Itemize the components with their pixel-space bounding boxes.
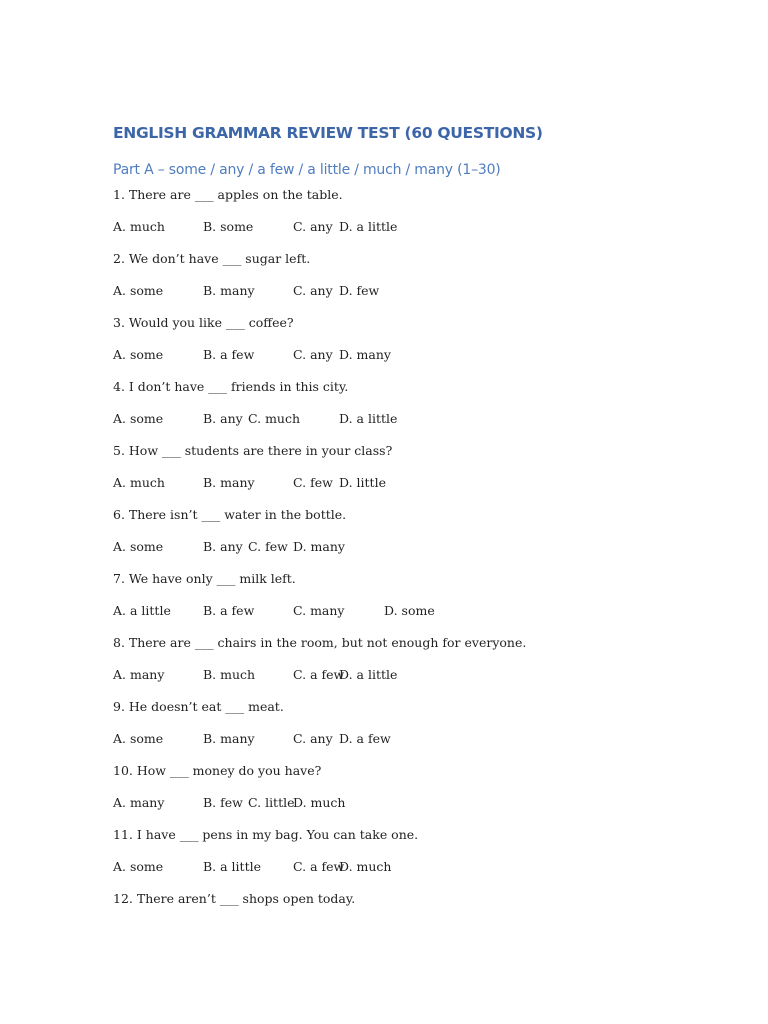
question-text: 10. How ___ money do you have? xyxy=(113,763,322,778)
option-d: D. much xyxy=(293,795,346,810)
option-c: C. few xyxy=(248,539,288,554)
option-d: D. a little xyxy=(339,411,398,426)
option-b: B. a little xyxy=(203,859,261,874)
question-text: 2. We don’t have ___ sugar left. xyxy=(113,251,311,266)
option-b: B. some xyxy=(203,219,254,234)
question-text: 5. How ___ students are there in your class? xyxy=(113,443,393,458)
answer-options xyxy=(113,281,733,313)
option-a: A. some xyxy=(113,539,164,554)
option-a: A. some xyxy=(113,411,164,426)
answer-options xyxy=(113,409,733,441)
answer-options xyxy=(113,601,733,633)
part-a-heading: Part A – some / any / a few / a little / much / many (1–30) xyxy=(113,162,501,178)
option-b: B. a few xyxy=(203,347,255,362)
option-c: C. many xyxy=(293,603,345,618)
option-c: C. any xyxy=(293,347,333,362)
option-a: A. some xyxy=(113,347,164,362)
option-b: B. a few xyxy=(203,603,255,618)
question-text: 12. There aren’t ___ shops open today. xyxy=(113,891,356,906)
question-text: 4. I don’t have ___ friends in this city. xyxy=(113,379,349,394)
option-d: D. many xyxy=(293,539,345,554)
question-text: 1. There are ___ apples on the table. xyxy=(113,187,343,202)
question-list xyxy=(113,185,733,921)
question-text: 8. There are ___ chairs in the room, but not enough for everyone. xyxy=(113,635,527,650)
question-text: 7. We have only ___ milk left. xyxy=(113,571,296,586)
option-a: A. a little xyxy=(113,603,171,618)
option-a: A. many xyxy=(113,795,165,810)
option-d: D. little xyxy=(339,475,386,490)
option-b: B. many xyxy=(203,731,255,746)
option-d: D. a little xyxy=(339,219,398,234)
answer-options xyxy=(113,665,733,697)
answer-options xyxy=(113,857,733,889)
question-text: 9. He doesn’t eat ___ meat. xyxy=(113,699,284,714)
answer-options xyxy=(113,537,733,569)
option-a: A. some xyxy=(113,731,164,746)
option-d: D. many xyxy=(339,347,391,362)
option-c: C. any xyxy=(293,731,333,746)
option-d: D. a few xyxy=(339,731,391,746)
option-c: C. few xyxy=(293,475,333,490)
answer-options xyxy=(113,729,733,761)
option-b: B. few xyxy=(203,795,243,810)
option-b: B. any xyxy=(203,539,243,554)
option-c: C. a few xyxy=(293,667,345,682)
option-b: B. many xyxy=(203,475,255,490)
answer-options xyxy=(113,217,733,249)
answer-options xyxy=(113,473,733,505)
option-d: D. a little xyxy=(339,667,398,682)
document-title: ENGLISH GRAMMAR REVIEW TEST (60 QUESTIONS) xyxy=(113,124,543,142)
option-a: A. some xyxy=(113,283,164,298)
question-text: 11. I have ___ pens in my bag. You can take one. xyxy=(113,827,419,842)
question-text: 3. Would you like ___ coffee? xyxy=(113,315,294,330)
question-text: 6. There isn’t ___ water in the bottle. xyxy=(113,507,347,522)
option-a: A. many xyxy=(113,667,165,682)
option-b: B. many xyxy=(203,283,255,298)
option-a: A. some xyxy=(113,859,164,874)
answer-options xyxy=(113,793,733,825)
option-d: D. few xyxy=(339,283,380,298)
option-a: A. much xyxy=(113,475,165,490)
option-a: A. much xyxy=(113,219,165,234)
option-b: B. any xyxy=(203,411,243,426)
option-c: C. much xyxy=(248,411,301,426)
option-d: D. some xyxy=(384,603,435,618)
option-b: B. much xyxy=(203,667,256,682)
option-c: C. any xyxy=(293,283,333,298)
option-d: D. much xyxy=(339,859,392,874)
option-c: C. little xyxy=(248,795,295,810)
option-c: C. any xyxy=(293,219,333,234)
answer-options xyxy=(113,345,733,377)
option-c: C. a few xyxy=(293,859,345,874)
